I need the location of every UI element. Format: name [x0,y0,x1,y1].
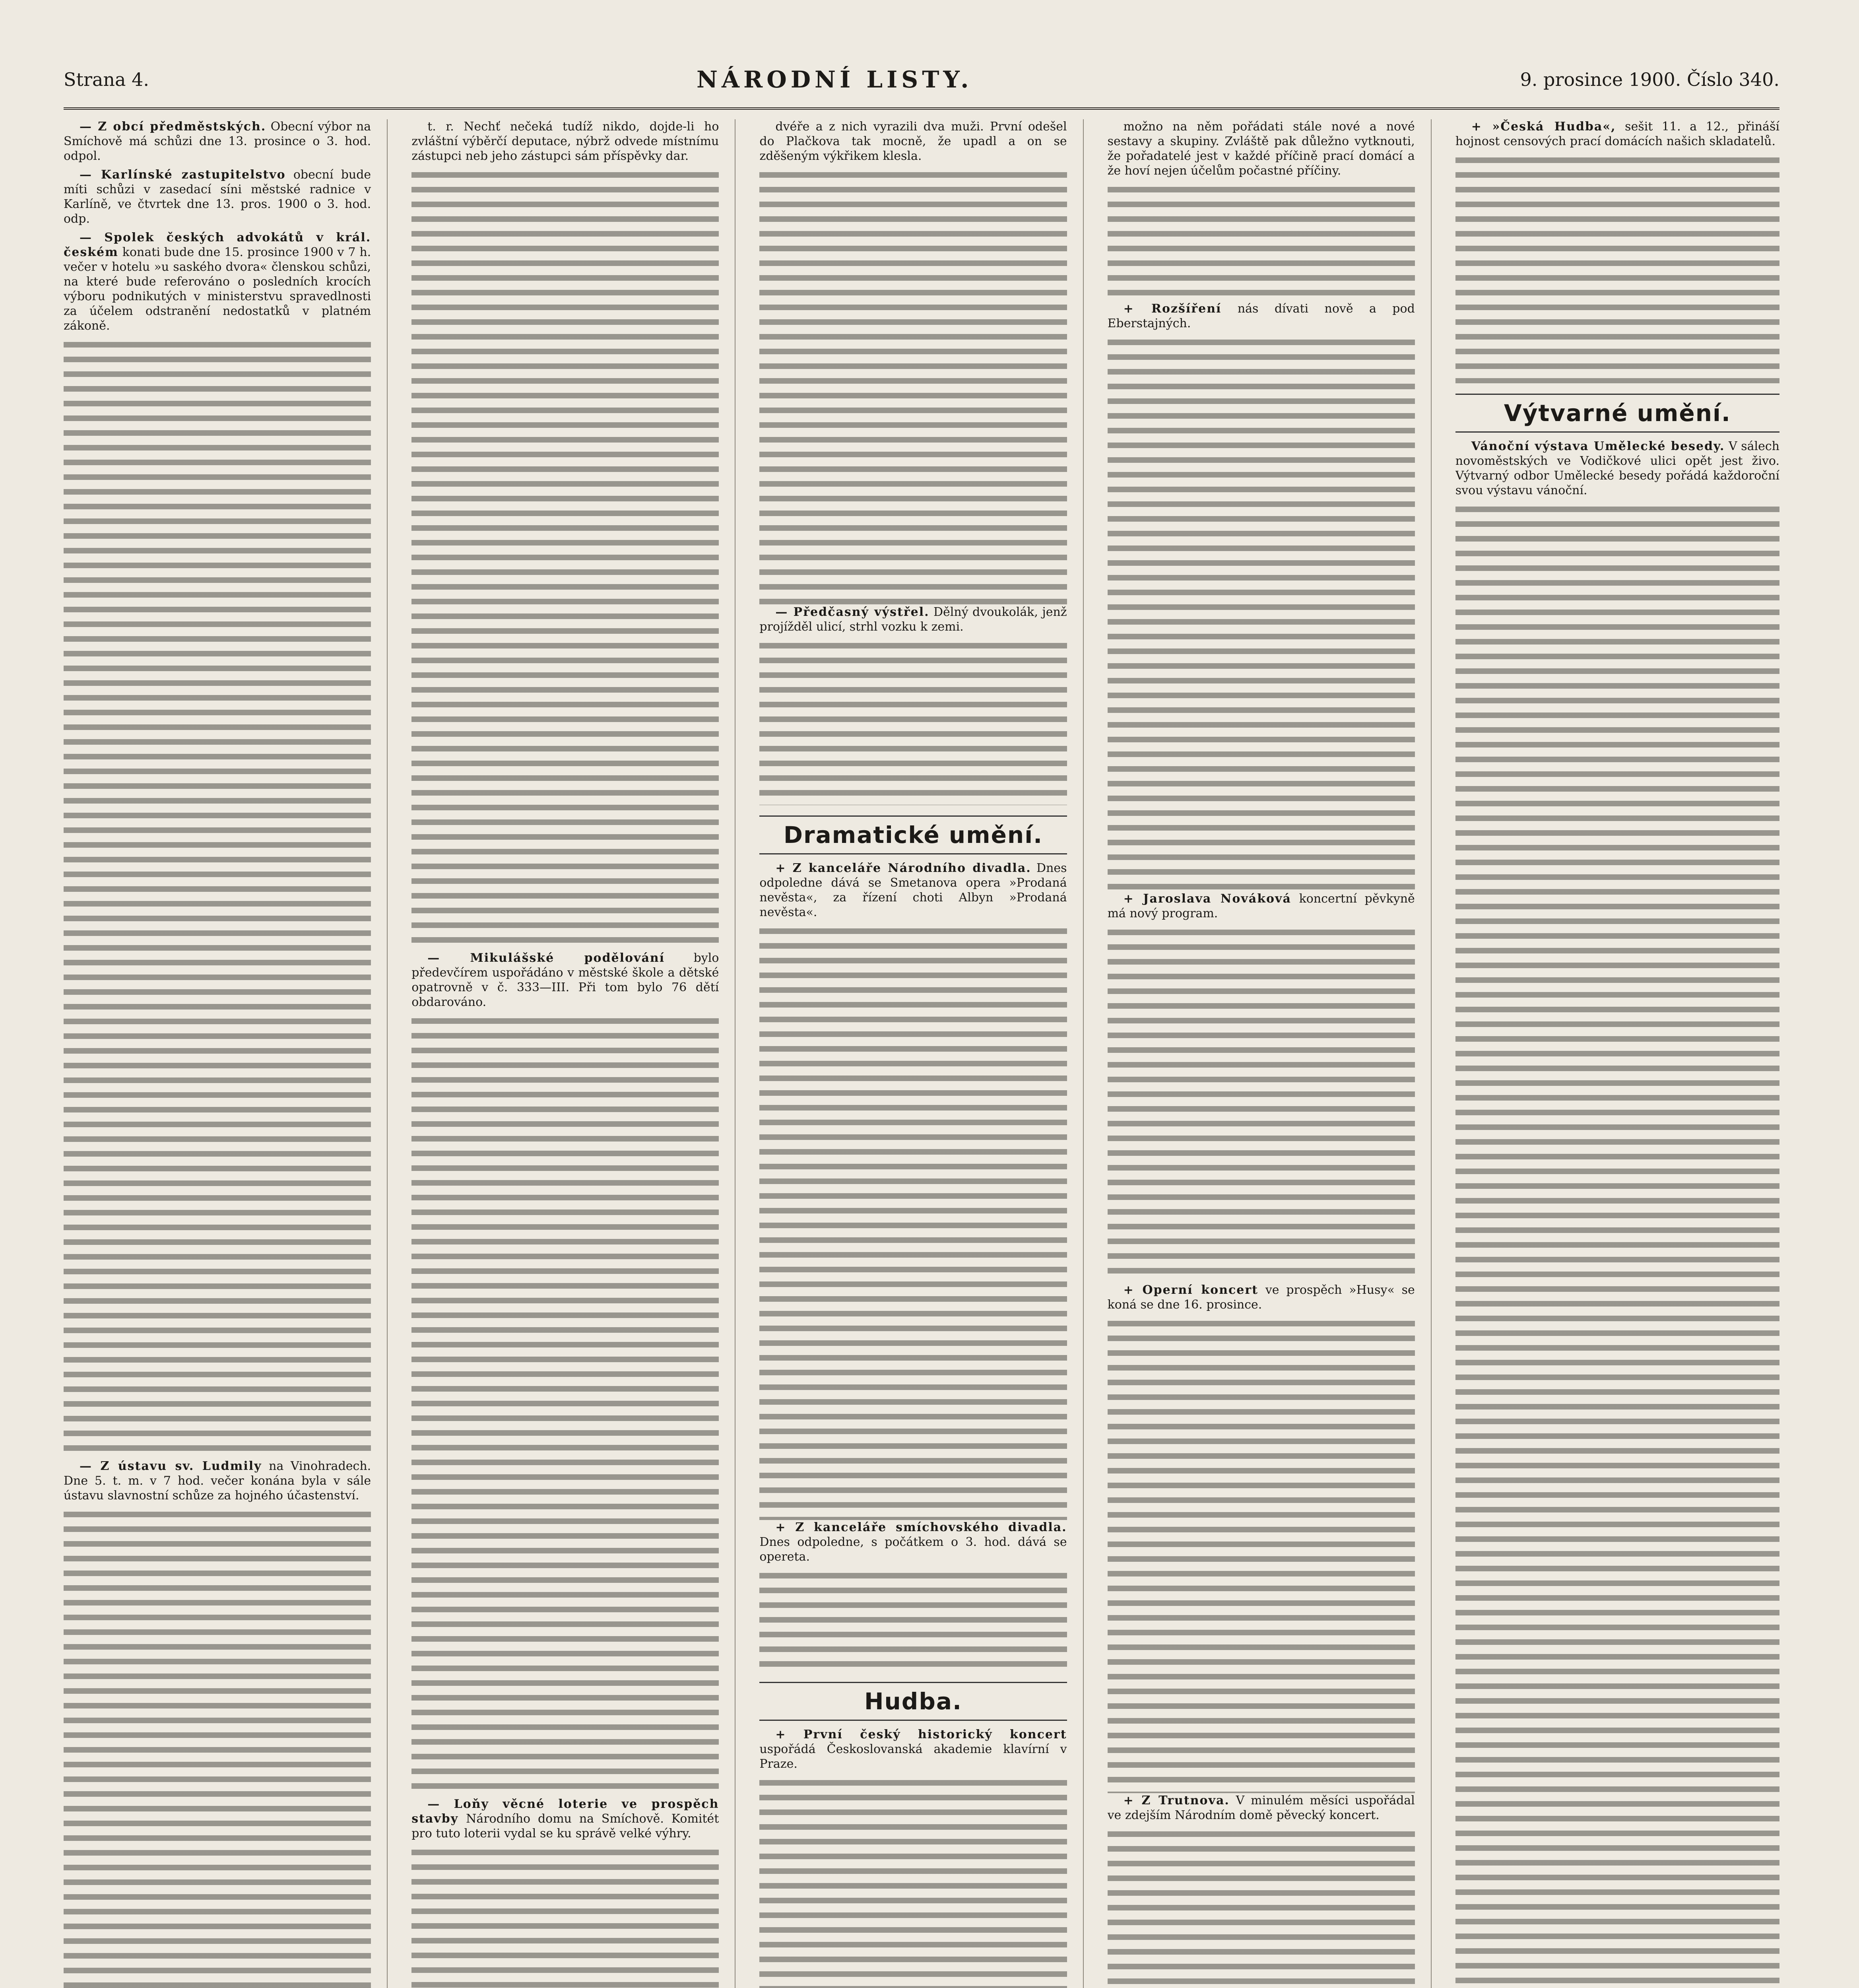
article-paragraph: — Z obcí předměstských. Obecní výbor na Smíchově má schůzi dne 13. prosince o 3. hod. odpol. [64,120,371,163]
body-text-block [1108,1316,1415,1793]
article-paragraph: + Z kanceláře Národního divadla. Dnes odpoledne dává se Smetanova opera »Prodaná nevěsta«, za řízení choti Albyn »Prodaná nevěsta«. [759,861,1067,919]
page-number: Strana 4. [64,69,149,90]
body-text-block [759,924,1067,1520]
body-text-block [64,337,371,1459]
body-text-block [411,1013,719,1797]
article-paragraph: Vánoční výstava Umělecké besedy. V sálech novoměstských ve Vodičkové ulici opět jest živo. Výtvarný odbor Umělecké besedy pořádá každoroční svou výstavu vánoční. [1455,439,1779,497]
column-5 [1455,119,1779,1988]
column-4 [1108,119,1432,1988]
text-columns [64,119,1779,1988]
body-text-block [759,1775,1067,1988]
body-text-block [759,638,1067,805]
column-2 [411,119,735,1988]
section-heading-music: Hudba. [759,1682,1067,1721]
header-rule [64,107,1779,110]
body-text-block [1108,925,1415,1283]
body-text-block [411,1845,719,1988]
article-paragraph: + Operní koncert ve prospěch »Husy« se koná se dne 16. prosince. [1107,1283,1415,1312]
body-text-block [1455,153,1779,383]
article-paragraph: + Jaroslava Nováková koncertní pěvkyně má nový program. [1107,892,1415,920]
article-paragraph: — Karlínské zastupitelstvo obecní bude míti schůzi v zasedací síni městské radnice v Karlíně, ve čtvrtek dne 13. pros. 1900 o 3. hod. odp. [64,168,371,226]
running-head [64,60,1779,99]
section-heading-fine-arts: Výtvarné umění. [1455,394,1779,433]
body-text-block [759,167,1067,605]
article-paragraph: + Z kanceláře smíchovského divadla. Dnes odpoledne, s počátkem o 3. hod. dává se opereta. [759,1520,1067,1564]
date-issue: 9. prosince 1900. Číslo 340. [1520,69,1779,90]
article-paragraph: + »Česká Hudba«, sešit 11. a 12., přináší hojnost censových prací domácích našich skladatelů. [1455,120,1779,148]
body-text-block [759,1568,1067,1672]
body-text-block [1108,182,1415,301]
section-heading-drama: Dramatické umění. [759,815,1067,854]
article-paragraph: + Rozšíření nás dívati nově a pod Eberstajných. [1107,302,1415,330]
article-paragraph: — Spolek českých advokátů v král. českém konati bude dne 15. prosince 1900 v 7 h. večer v hotelu »u saského dvora« členskou schůzi, na které bude referováno o posledních krocích výboru podnikutých v ministerstvu spravedlnosti za účelem odstranění nedostatků v platném zákoně. [64,231,371,333]
article-paragraph: + Z Trutnova. V minulém měsíci uspořádal ve zdejším Národním domě pěvecký koncert. [1107,1794,1415,1822]
body-text-block [1108,1827,1415,1988]
article-paragraph: + První český historický koncert uspořádá Českoslovanská akademie klavírní v Praze. [759,1728,1067,1771]
body-text-block [1108,335,1415,891]
body-text-block [411,167,719,951]
column-3 [759,119,1083,1988]
column-1 [64,119,388,1988]
article-paragraph: možno na něm pořádati stále nové a nové sestavy a skupiny. Zvláště pak důležno vytknouti, že pořadatelé jest v každé příčině prací domácí a že hoví nejen účelům počastné příčiny. [1107,120,1415,178]
paper-title: NÁRODNÍ LISTY. [697,66,973,93]
article-paragraph: — Z ústavu sv. Ludmily na Vinohradech. Dne 5. t. m. v 7 hod. večer konána byla v sále ústavu slavnostní schůze za hojného účastenství. [64,1459,371,1503]
article-paragraph: t. r. Nechť nečeká tudíž nikdo, dojde-li ho zvláštní výběrčí deputace, nýbrž odvede místnímu zástupci neb jeho zástupci sám příspěvky dar. [411,120,719,163]
body-text-block [1455,502,1779,1988]
article-paragraph: — Loňy věcné loterie ve prospěch stavby Národního domu na Smíchově. Komitét pro tuto loterii vydal se ku správě velké výhry. [411,1797,719,1840]
article-paragraph: — Mikulášské podělování bylo předevčírem uspořádáno v městské škole a dětské opatrovně v č. 333—III. Při tom bylo 76 dětí obdarováno. [411,951,719,1009]
body-text-block [64,1507,371,1988]
article-paragraph: — Předčasný výstřel. Dělný dvoukolák, jenž projížděl ulicí, strhl vozku k zemi. [759,605,1067,634]
article-paragraph: dvéře a z nich vyrazili dva muži. První odešel do Plačkova tak mocně, že upadl a on se zděšeným výkřikem klesla. [759,120,1067,163]
